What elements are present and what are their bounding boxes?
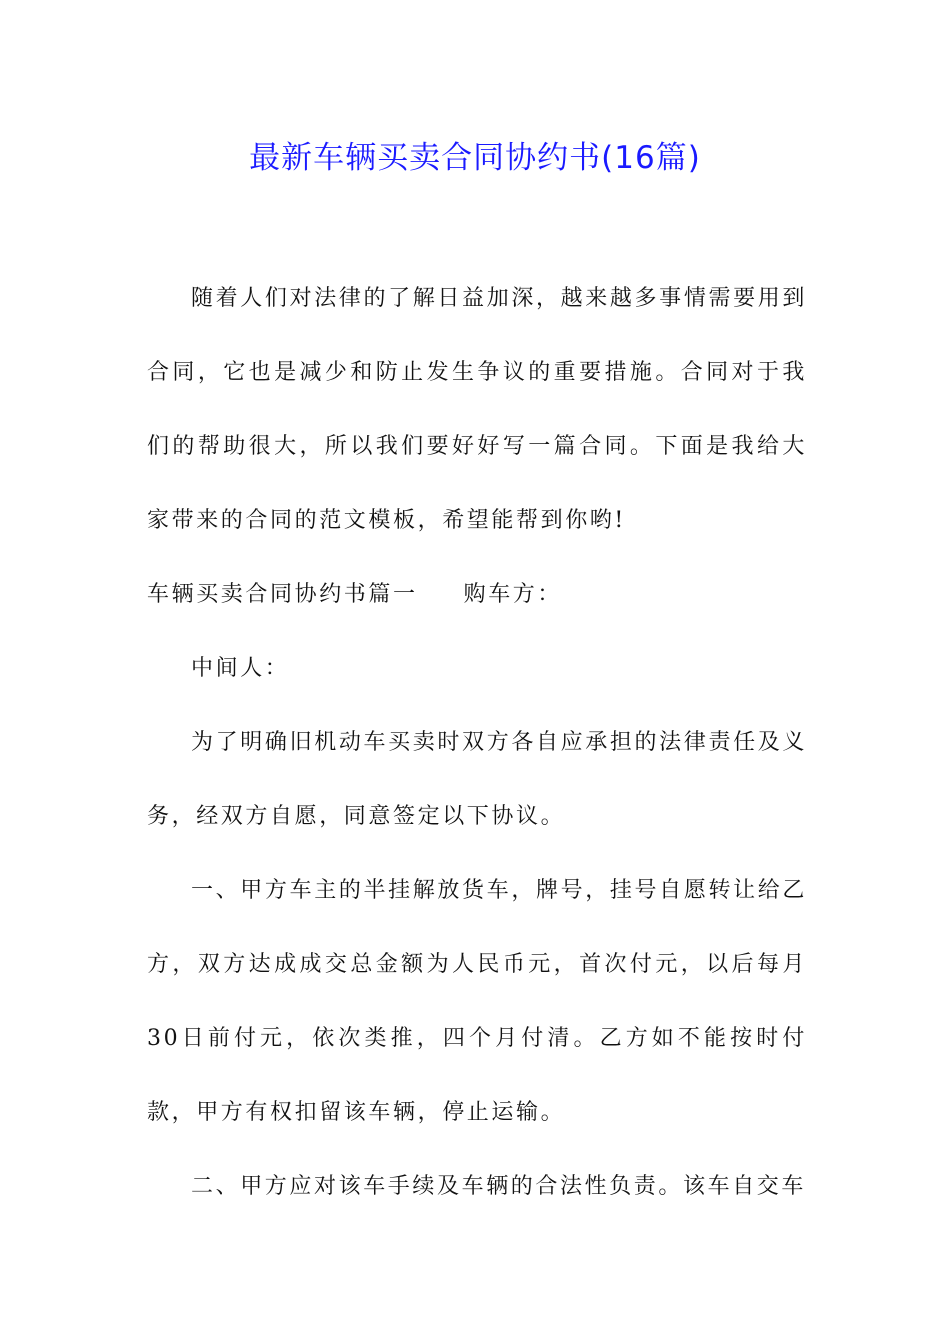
section-heading: 车辆买卖合同协约书篇一 <box>147 582 418 607</box>
intermediary-label: 中间人： <box>191 656 290 681</box>
clause-one-paragraph: 一、甲方车主的半挂解放货车，牌号，挂号自愿转让给乙方，双方达成成交总金额为人民币元，首次付元，以后每月30日前付元，依次类推，四个月付清。乙方如不能按时付款，甲方有权扣留该车辆，停止运输。 <box>147 878 807 1125</box>
clause-two-paragraph: 二、甲方应对该车手续及车辆的合法性负责。该车自交车 <box>191 1174 807 1199</box>
purpose-paragraph: 为了明确旧机动车买卖时双方各自应承担的法律责任及义务，经双方自愿，同意签定以下协议。 <box>147 730 807 829</box>
intro-paragraph: 随着人们对法律的了解日益加深，越来越多事情需要用到合同，它也是减少和防止发生争议的重要措施。合同对于我们的帮助很大，所以我们要好好写一篇合同。下面是我给大家带来的合同的范文模板，希望能帮到你哟! <box>147 286 807 533</box>
document-title: 最新车辆买卖合同协约书(16篇) <box>249 140 701 176</box>
section-heading-line <box>147 558 807 632</box>
document-body <box>147 262 807 1224</box>
buyer-label: 购车方： <box>463 582 563 607</box>
